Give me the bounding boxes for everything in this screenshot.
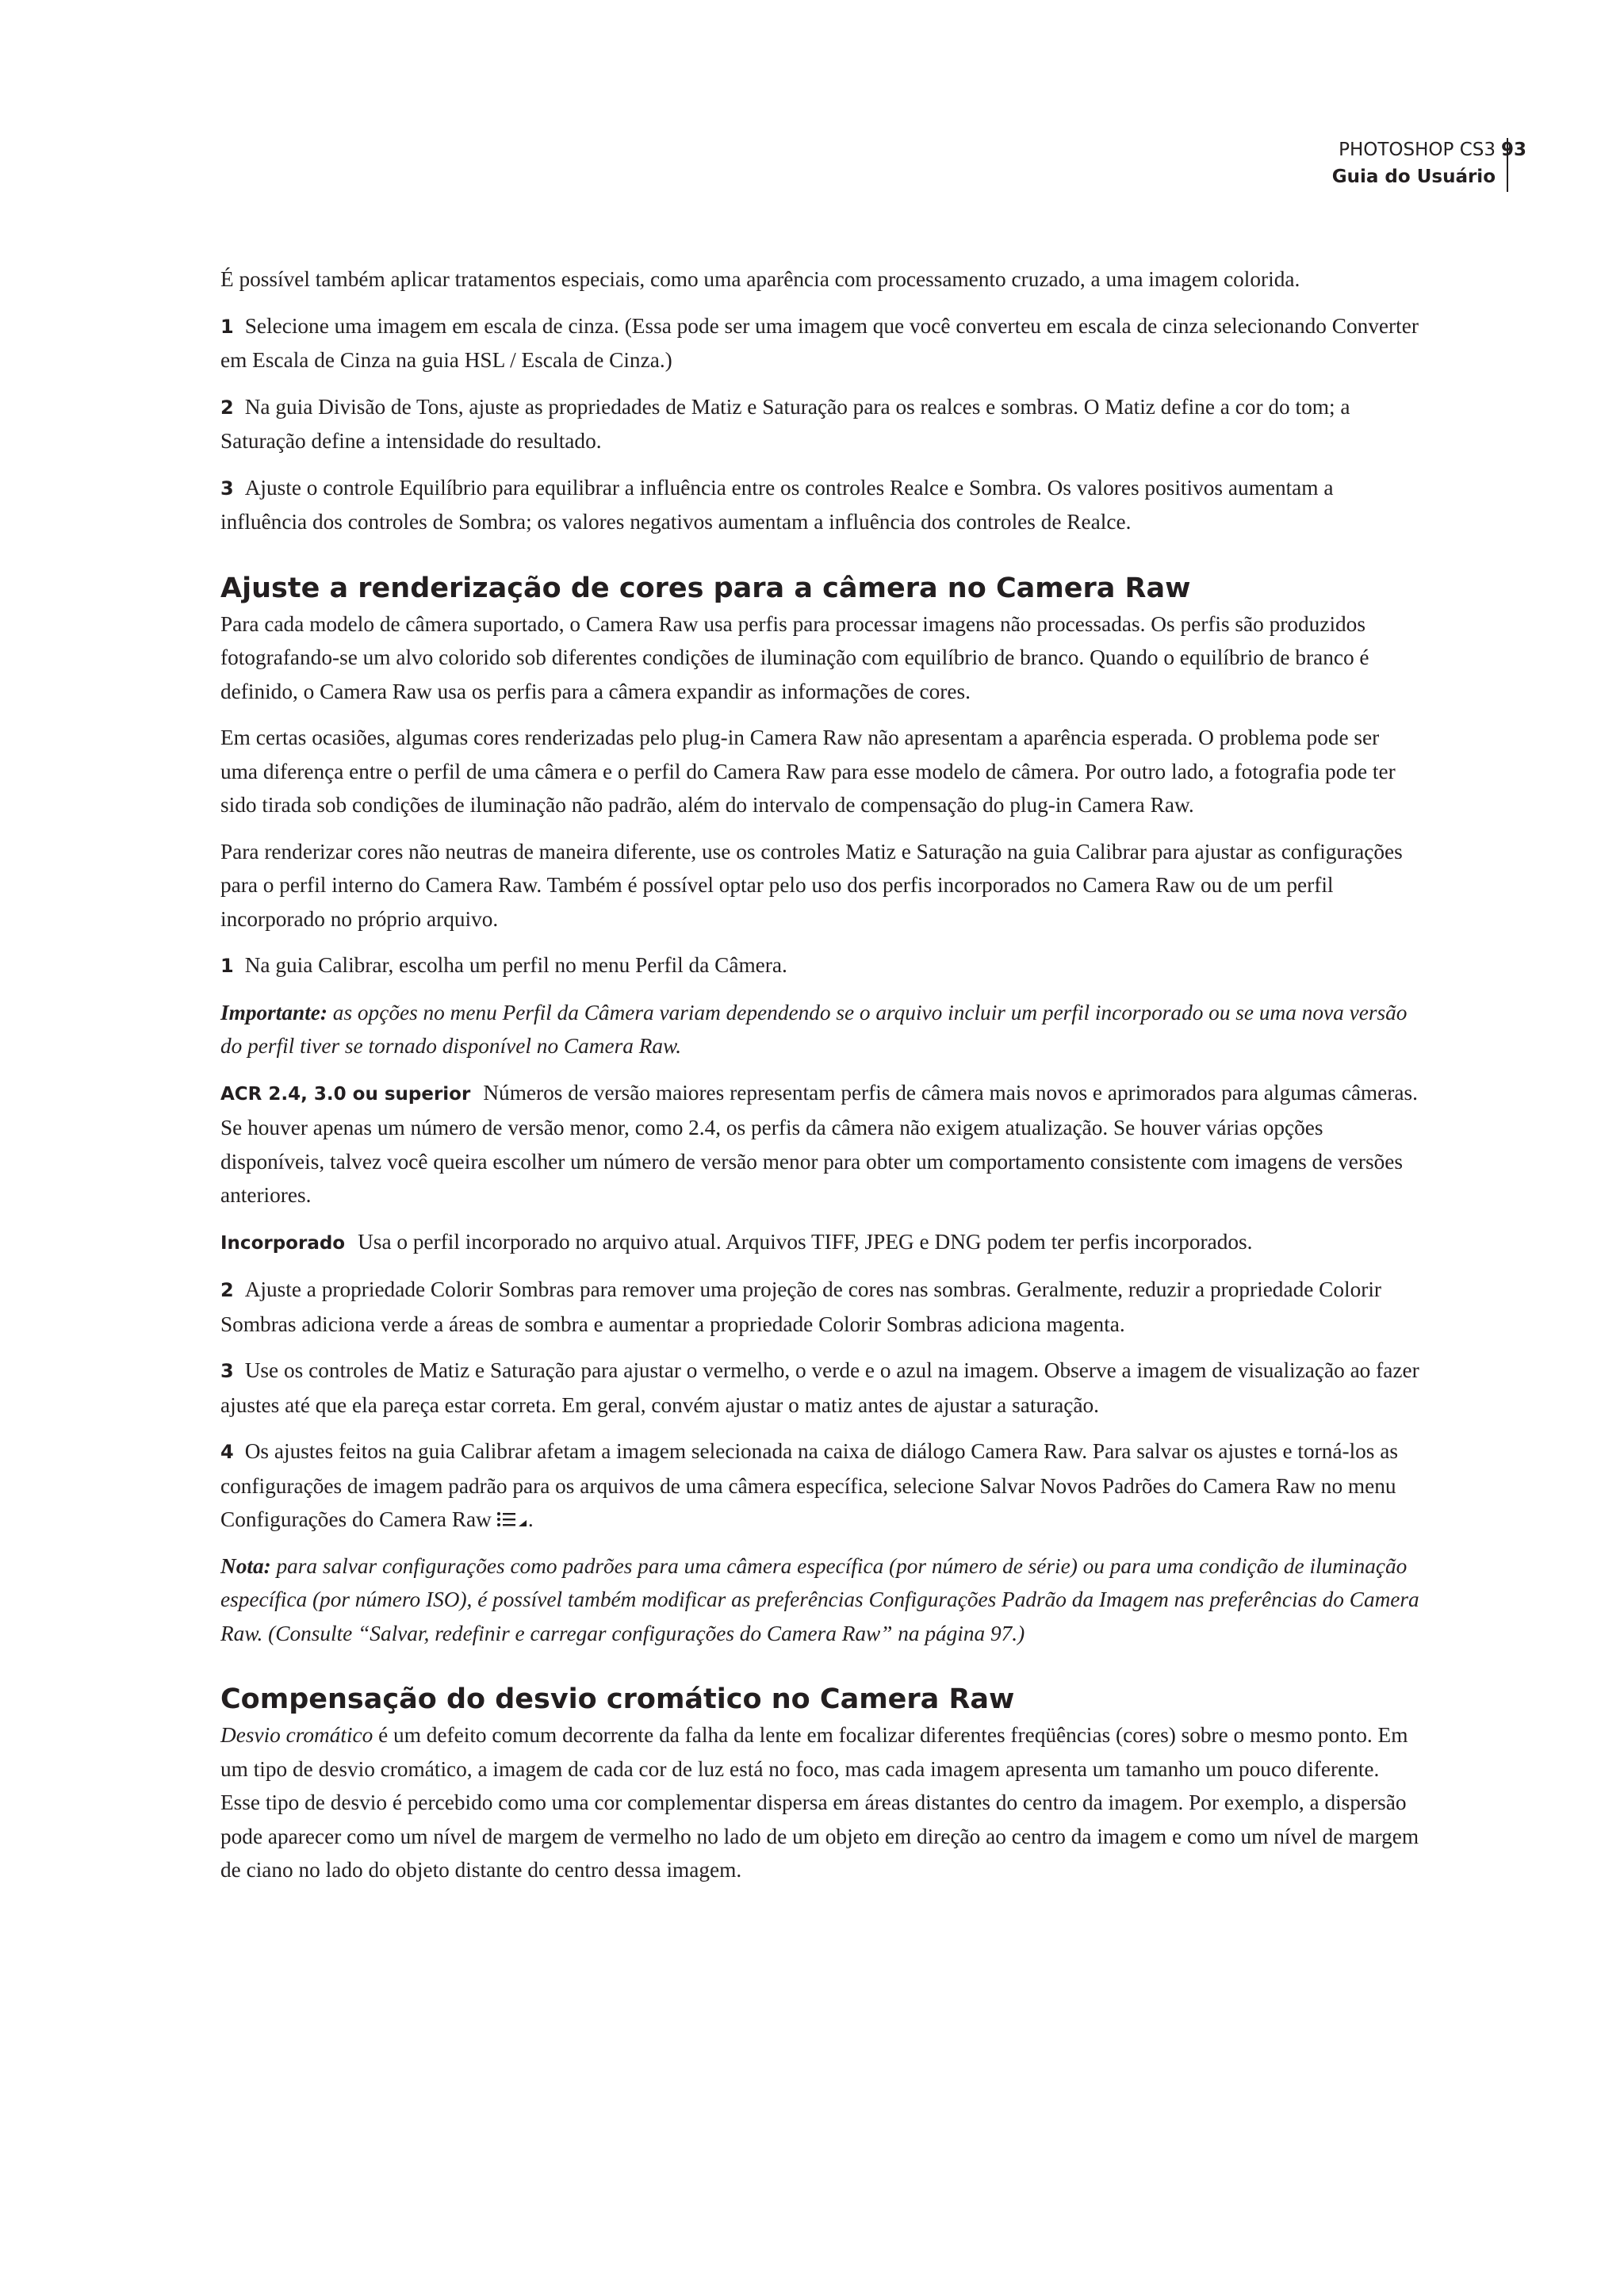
- step-item: [220, 309, 1419, 377]
- body-text: é um defeito comum decorrente da falha da lente em focalizar diferentes freqüências (cores) sobre o mesmo ponto. Em um tipo de desvio cromático, a imagem de cada cor de luz está no foco, mas cada imagem apresenta um tamanho um pouco diferente. Esse tipo de desvio é percebido como uma cor complementar dispersa em áreas distantes do centro da imagem. Por exemplo, a dispersão pode aparecer como um nível de margem de vermelho no lado de um objeto em direção ao centro da imagem e como um nível de margem de ciano no lado do objeto distante do centro dessa imagem.: [220, 1723, 1419, 1882]
- step-number: 2: [220, 1279, 234, 1301]
- step-number: 3: [220, 477, 234, 500]
- definition-item: [220, 1225, 1419, 1261]
- step-item: [220, 1434, 1419, 1537]
- important-note: [220, 996, 1419, 1063]
- body-paragraph: [220, 1718, 1419, 1887]
- step-item: [220, 471, 1419, 539]
- step-end: .: [527, 1507, 534, 1531]
- step-number: 2: [220, 396, 234, 419]
- section-heading-chromatic-aberration: Compensação do desvio cromático no Camera Raw: [220, 1683, 1015, 1715]
- step-number: 1: [220, 315, 234, 338]
- definition-text: Usa o perfil incorporado no arquivo atual. Arquivos TIFF, JPEG e DNG podem ter perfis incorporados.: [358, 1229, 1253, 1254]
- important-text: as opções no menu Perfil da Câmera variam dependendo se o arquivo incluir um perfil incorporado ou se uma nova versão do perfil tiver se tornado disponível no Camera Raw.: [220, 1000, 1408, 1058]
- body-paragraph: Para cada modelo de câmera suportado, o Camera Raw usa perfis para processar imagens não processadas. Os perfis são produzidos fotografando-se um alvo colorido sob diferentes condições de iluminação com equilíbrio de branco. Quando o equilíbrio de branco é definido, o Camera Raw usa os perfis para a câmera expandir as informações de cores.: [220, 611, 1369, 703]
- step-text: Selecione uma imagem em escala de cinza. (Essa pode ser uma imagem que você converteu em escala de cinza selecionando Converter em Escala de Cinza na guia HSL / Escala de Cinza.): [220, 313, 1419, 372]
- step-number: 4: [220, 1441, 234, 1463]
- step-text: Os ajustes feitos na guia Calibrar afetam a imagem selecionada na caixa de diálogo Camera Raw. Para salvar os ajustes e torná-los as configurações de imagem padrão para os arquivos de uma câmera específica, selecione Salvar Novos Padrões do Camera Raw no menu Configurações do Camera Raw: [220, 1439, 1398, 1531]
- definition-text: Números de versão maiores representam perfis de câmera mais novos e aprimorados para algumas câmeras. Se houver apenas um número de versão menor, como 2.4, os perfis da câmera não exigem atualização. Se houver várias opções disponíveis, talvez você queira escolher um número de versão menor para obter um comportamento consistente com imagens de versões anteriores.: [220, 1080, 1418, 1207]
- guide-name: Guia do Usuário: [1331, 167, 1496, 187]
- running-header: [1332, 136, 1496, 190]
- term-emphasis: Desvio cromático: [220, 1723, 373, 1747]
- body-paragraph: Para renderizar cores não neutras de maneira diferente, use os controles Matiz e Saturação na guia Calibrar para ajustar as configurações para o perfil interno do Camera Raw. Também é possível optar pelo uso dos perfis incorporados no Camera Raw ou de um perfil incorporado no próprio arquivo.: [220, 839, 1403, 931]
- step-text: Ajuste o controle Equilíbrio para equilibrar a influência entre os controles Realce e Sombra. Os valores positivos aumentam a influência dos controles de Sombra; os valores negativos aumentam a influência dos controles de Realce.: [220, 475, 1334, 534]
- intro-paragraph: É possível também aplicar tratamentos especiais, como uma aparência com processamento cruzado, a uma imagem colorida.: [220, 267, 1300, 291]
- body-paragraph: Em certas ocasiões, algumas cores renderizadas pelo plug-in Camera Raw não apresentam a aparência esperada. O problema pode ser uma diferença entre o perfil de uma câmera e o perfil do Camera Raw para esse modelo de câmera. Por outro lado, a fotografia pode ter sido tirada sob condições de iluminação não padrão, além do intervalo de compensação do plug-in Camera Raw.: [220, 726, 1396, 817]
- page-body: [220, 262, 1419, 1900]
- step-item: [220, 948, 1419, 983]
- note-block: [220, 1549, 1419, 1651]
- step-text: Na guia Calibrar, escolha um perfil no menu Perfil da Câmera.: [244, 953, 787, 977]
- note-label: Nota:: [220, 1553, 271, 1578]
- note-text: para salvar configurações como padrões para uma câmera específica (por número de série) ou para uma condição de iluminação específica (por número ISO), é possível também modificar as preferências Configurações Padrão da Imagem nas preferências do Camera Raw. (Consulte “Salvar, redefinir e carregar configurações do Camera Raw” na página 97.): [220, 1553, 1419, 1645]
- step-text: Na guia Divisão de Tons, ajuste as propriedades de Matiz e Saturação para os realces e sombras. O Matiz define a cor do tom; a Saturação define a intensidade do resultado.: [220, 394, 1350, 453]
- definition-term: Incorporado: [220, 1232, 346, 1254]
- step-text: Ajuste a propriedade Colorir Sombras para remover uma projeção de cores nas sombras. Geralmente, reduzir a propriedade Colorir Sombras adiciona verde a áreas de sombra e aumentar a propriedade Colorir Sombras adiciona magenta.: [220, 1277, 1382, 1336]
- step-item: [220, 390, 1419, 458]
- definition-term: ACR 2.4, 3.0 ou superior: [220, 1083, 471, 1105]
- page-number: 93: [1501, 140, 1527, 160]
- step-text: Use os controles de Matiz e Saturação para ajustar o vermelho, o verde e o azul na imagem. Observe a imagem de visualização ao fazer ajustes até que ela pareça estar correta. Em geral, convém ajustar o matiz antes de ajustar a saturação.: [220, 1358, 1419, 1417]
- important-label: Importante:: [220, 1000, 327, 1024]
- product-name: PHOTOSHOP CS3: [1339, 140, 1496, 160]
- section-heading-color-rendering: Ajuste a renderização de cores para a câmera no Camera Raw: [220, 572, 1191, 604]
- settings-menu-icon: [496, 1511, 528, 1528]
- step-item: [220, 1273, 1419, 1341]
- step-number: 1: [220, 955, 234, 977]
- definition-item: [220, 1076, 1419, 1212]
- step-item: [220, 1354, 1419, 1422]
- step-number: 3: [220, 1360, 234, 1382]
